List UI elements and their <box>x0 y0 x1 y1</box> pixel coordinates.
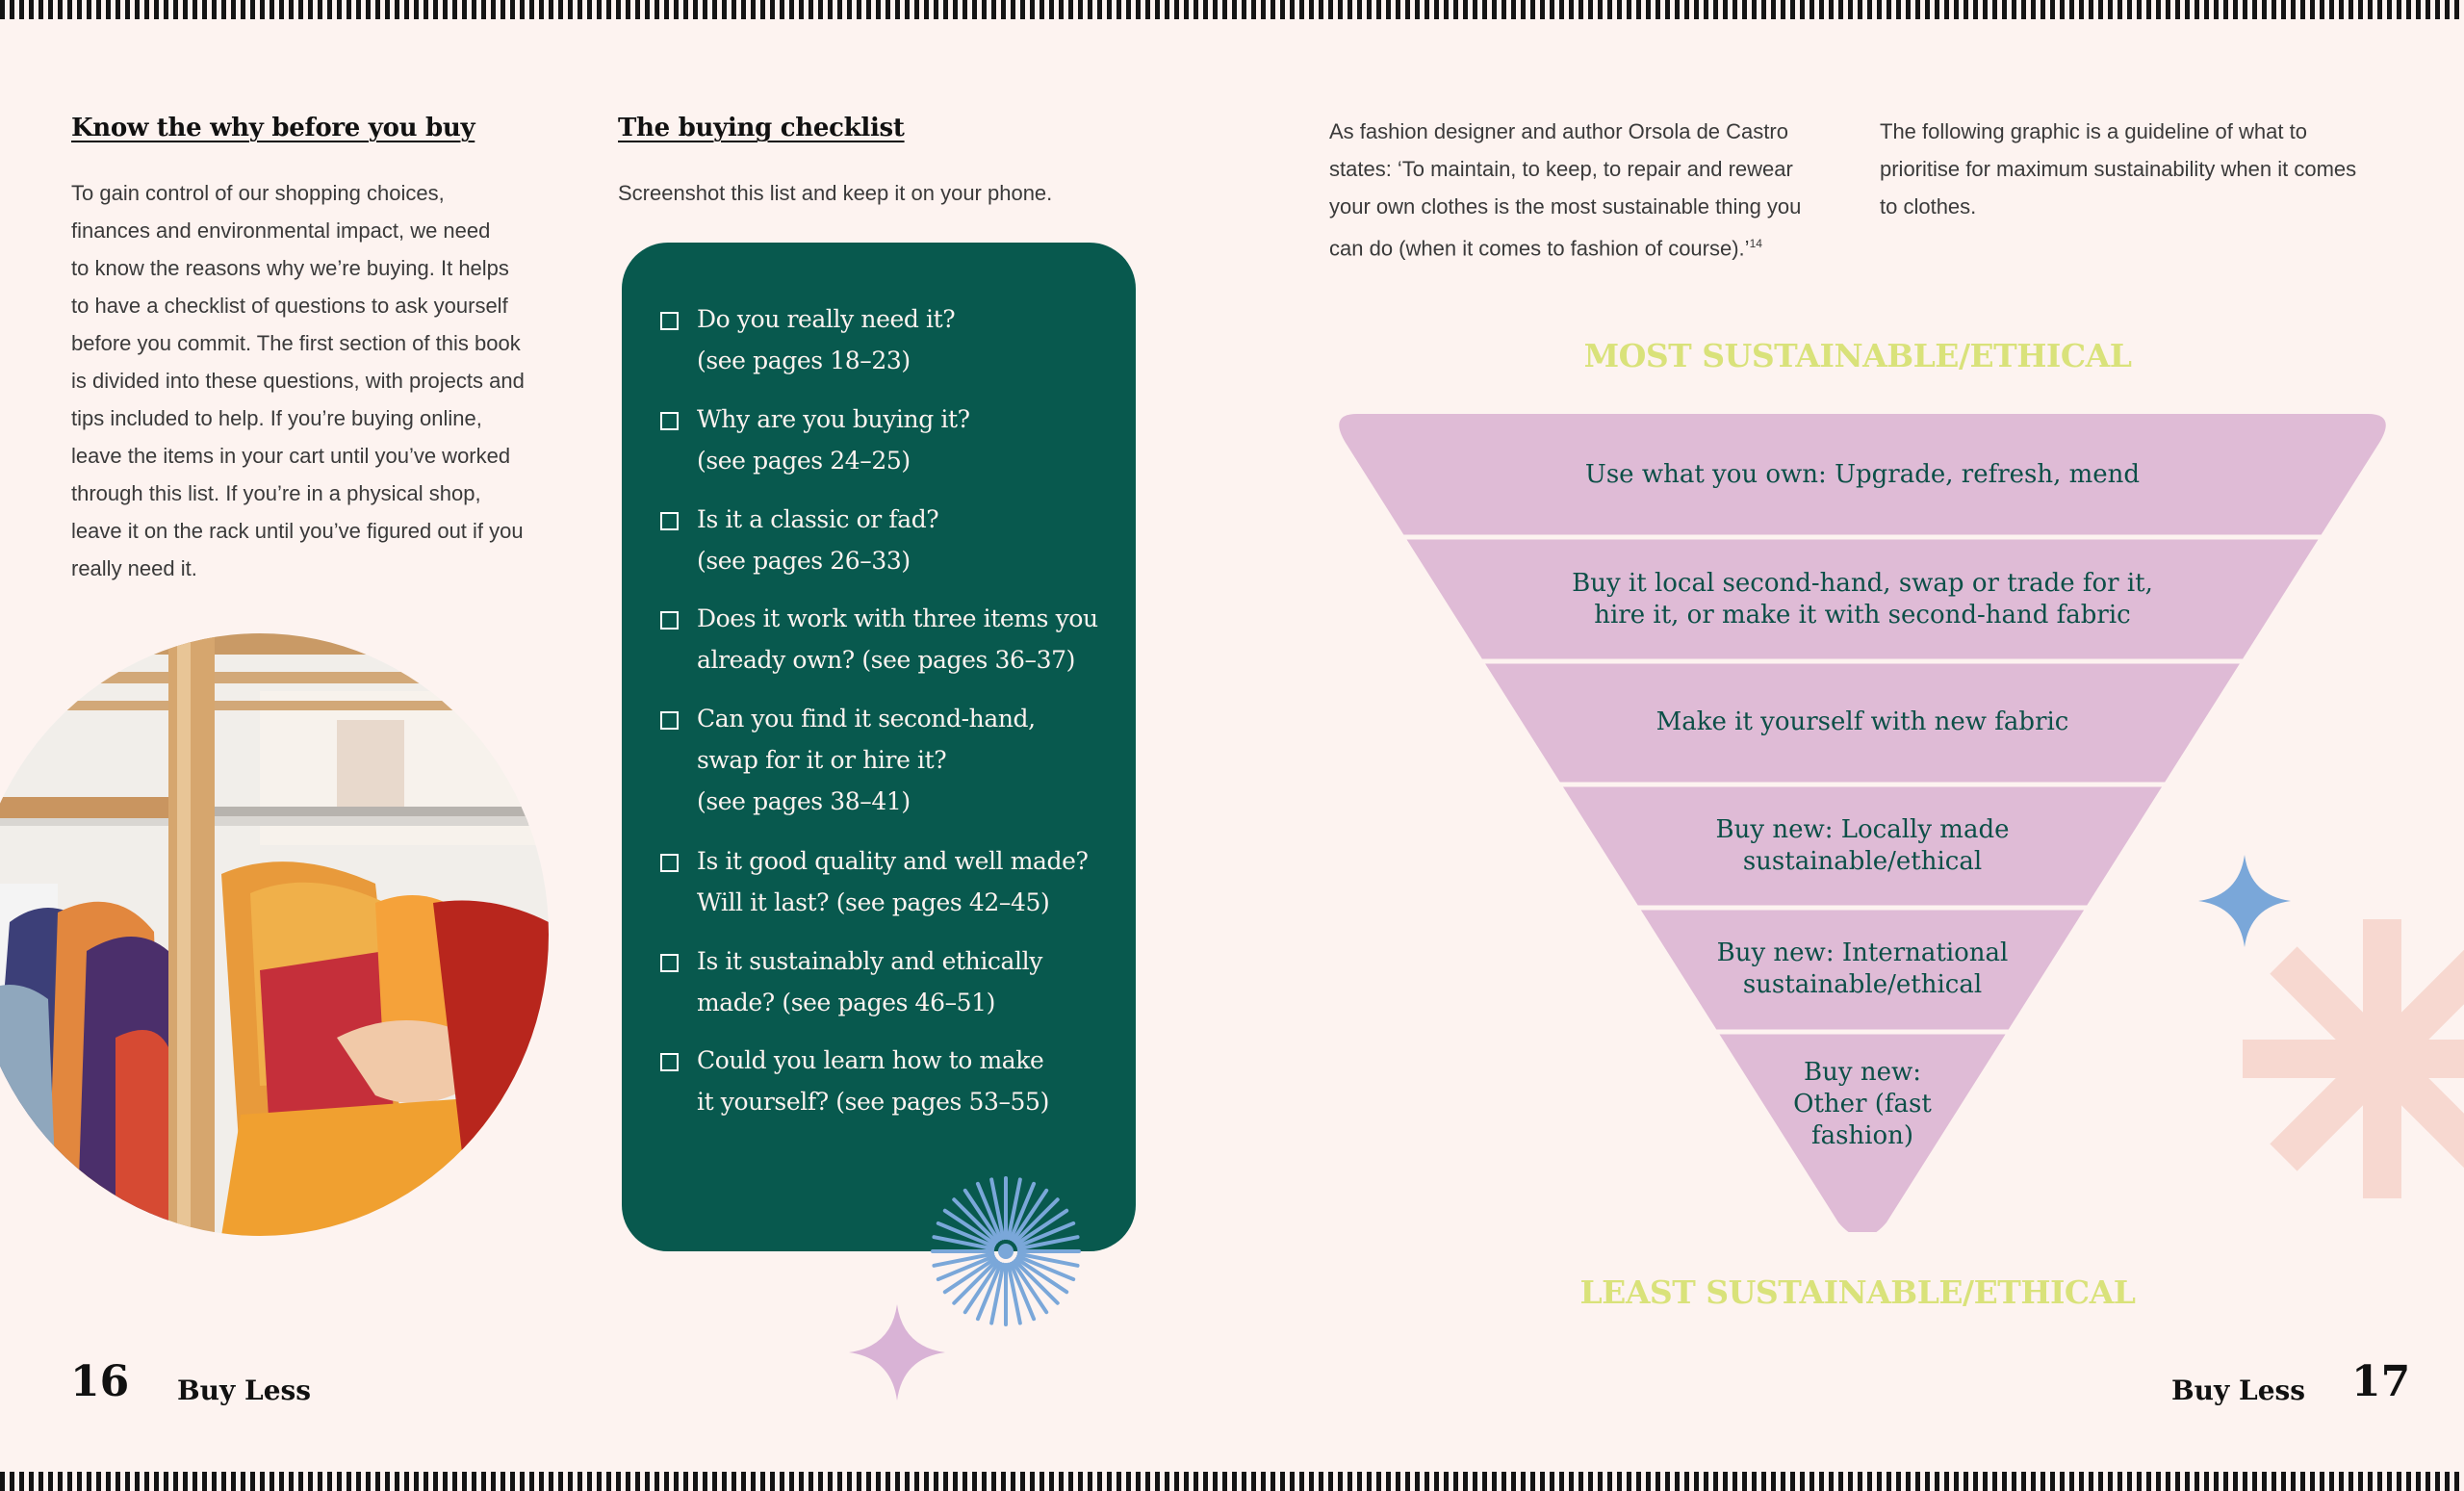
checklist-item-text: Is it sustainably and ethically made? (see pages 46–51) <box>697 947 1042 1016</box>
why-body-line: leave it on the rack until you’ve figured out if you <box>71 519 524 543</box>
sparkle-burst-icon <box>929 1174 1083 1328</box>
checkbox-icon <box>660 611 679 630</box>
bottom-stripe-border <box>0 1472 2464 1491</box>
quote-line: states: ‘To maintain, to keep, to repair and rewear <box>1329 157 1793 181</box>
checkbox-icon <box>660 312 679 330</box>
checkbox-icon <box>660 854 679 872</box>
checkbox-icon <box>660 711 679 730</box>
checklist-item <box>660 940 1116 1023</box>
why-heading: Know the why before you buy <box>71 114 475 142</box>
running-title-left: Buy Less <box>177 1375 312 1406</box>
why-body-line: to know the reasons why we’re buying. It helps <box>71 256 509 280</box>
pyramid-band-label: Buy new: International sustainable/ethical <box>1716 938 2009 999</box>
checklist-item <box>660 840 1116 923</box>
checklist-item <box>660 598 1116 681</box>
why-body-line: To gain control of our shopping choices, <box>71 181 445 205</box>
checklist-intro: Screenshot this list and keep it on your phone. <box>618 181 1053 205</box>
quote-paragraph <box>1329 113 1868 267</box>
pyramid-band-label: Use what you own: Upgrade, refresh, mend <box>1584 460 2141 489</box>
guide-line: prioritise for maximum sustainability when it comes <box>1880 157 2357 181</box>
quote-line: your own clothes is the most sustainable thing you <box>1329 194 1802 219</box>
checkbox-icon <box>660 1053 679 1071</box>
pyramid-band-label: Buy new: Locally made sustainable/ethical <box>1715 815 2010 876</box>
clothing-rack-illustration <box>0 633 549 1236</box>
checklist-heading: The buying checklist <box>618 114 905 142</box>
pyramid-band-label: Buy new: Other (fast fashion) <box>1793 1058 1932 1150</box>
why-body-line: through this list. If you’re in a physical shop, <box>71 481 481 505</box>
asterisk-icon <box>2243 919 2464 1198</box>
checkbox-icon <box>660 512 679 530</box>
most-sustainable-label: MOST SUSTAINABLE/ETHICAL <box>1583 337 2132 374</box>
quote-line: can do (when it comes to fashion of course).’ <box>1329 236 1750 261</box>
checklist-item-text: Why are you buying it? (see pages 24–25) <box>697 405 970 475</box>
checklist-item-text: Could you learn how to make it yourself? (see pages 53–55) <box>697 1046 1049 1116</box>
checklist-item-text: Is it a classic or fad? (see pages 26–33) <box>697 505 939 575</box>
why-body-line: before you commit. The first section of this book <box>71 331 521 355</box>
running-title-right: Buy Less <box>2171 1375 2306 1406</box>
checklist-item <box>660 499 1116 581</box>
checklist-item <box>660 698 1116 822</box>
pyramid-band-label: Make it yourself with new fabric <box>1656 707 2069 736</box>
footnote-marker: 14 <box>1749 237 1762 250</box>
why-body-line: really need it. <box>71 556 197 580</box>
guide-paragraph <box>1880 113 2419 225</box>
page-number-left: 16 <box>70 1357 130 1406</box>
why-body <box>71 174 572 587</box>
page-number-right: 17 <box>2351 1357 2411 1406</box>
guide-line: to clothes. <box>1880 194 1977 219</box>
why-body-line: finances and environmental impact, we need <box>71 219 491 243</box>
top-stripe-border <box>0 0 2464 19</box>
checklist-item-text: Can you find it second-hand, swap for it or hire it? (see pages 38–41) <box>697 705 1036 815</box>
pyramid-band-label: Buy it local second-hand, swap or trade for it, hire it, or make it with second-hand fabric <box>1572 569 2153 630</box>
least-sustainable-label: LEAST SUSTAINABLE/ETHICAL <box>1579 1273 2136 1311</box>
checklist-card <box>622 243 1136 1251</box>
checklist-item <box>660 298 1116 381</box>
four-point-star-icon <box>849 1304 945 1401</box>
clothing-rack-photo <box>0 633 549 1236</box>
guide-line: The following graphic is a guideline of what to <box>1880 119 2307 143</box>
quote-line: As fashion designer and author Orsola de Castro <box>1329 119 1788 143</box>
why-body-line: leave the items in your cart until you’ve worked <box>71 444 511 468</box>
checklist-item <box>660 1040 1116 1122</box>
checkbox-icon <box>660 412 679 430</box>
checklist-item-text: Do you really need it? (see pages 18–23) <box>697 305 956 374</box>
checklist-item-text: Does it work with three items you already own? (see pages 36–37) <box>697 604 1098 674</box>
why-body-line: is divided into these questions, with projects and <box>71 369 525 393</box>
why-body-line: tips included to help. If you’re buying online, <box>71 406 482 430</box>
why-body-line: to have a checklist of questions to ask yourself <box>71 294 508 318</box>
checklist-item <box>660 398 1116 481</box>
checkbox-icon <box>660 954 679 972</box>
checklist-item-text: Is it good quality and well made? Will it last? (see pages 42–45) <box>697 847 1089 916</box>
